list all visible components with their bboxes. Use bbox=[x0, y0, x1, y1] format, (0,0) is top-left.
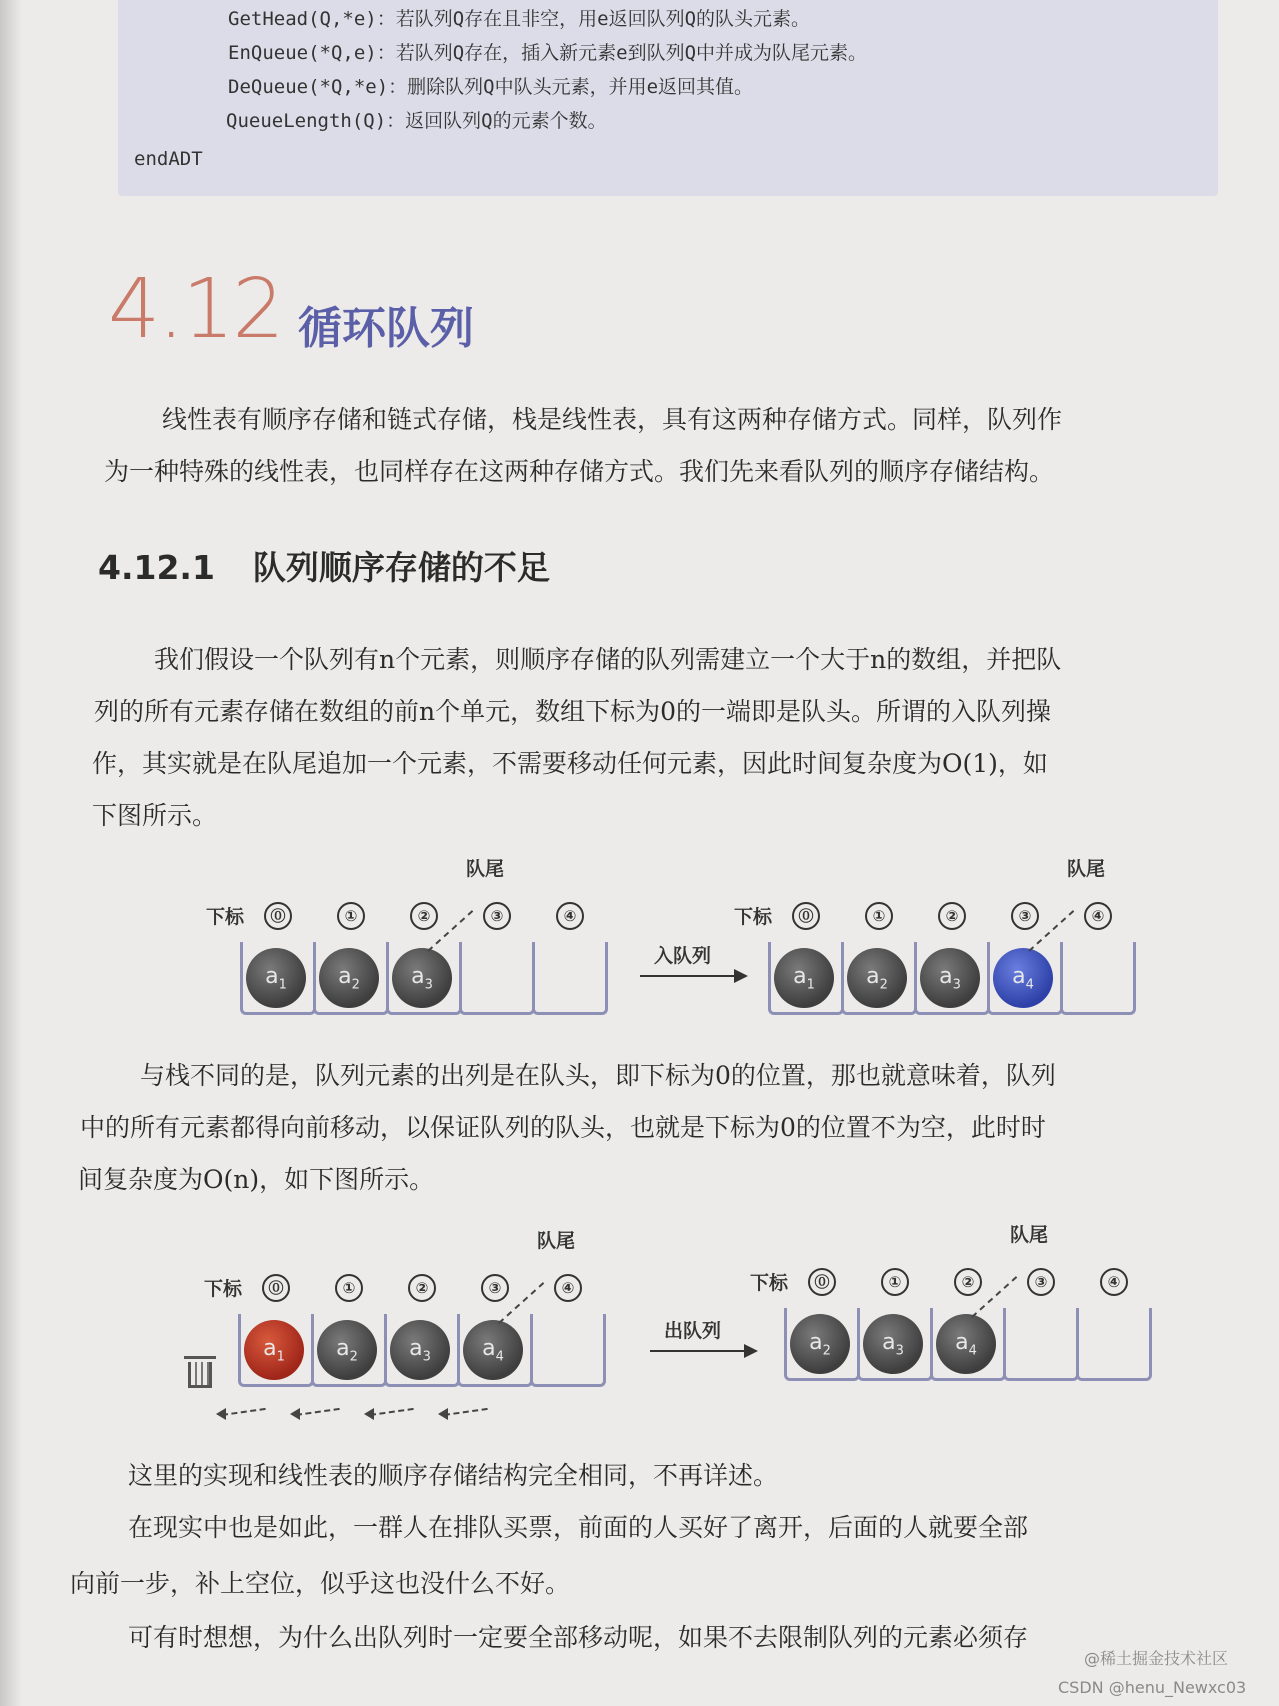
enqueue-before-tail-label: 队尾 bbox=[466, 858, 505, 880]
dequeue-arrow-label: 出队列 bbox=[664, 1320, 722, 1342]
dequeue-after-index-0: ⓪ bbox=[808, 1268, 836, 1296]
enqueue-after-element-a2: $a_2$ bbox=[847, 948, 907, 1008]
para3-line-4: 可有时想想，为什么出队列时一定要全部移动呢，如果不去限制队列的元素必须存 bbox=[128, 1623, 1029, 1652]
enqueue-after-index-0: ⓪ bbox=[792, 902, 820, 930]
para1-line-4: 下图所示。 bbox=[92, 801, 218, 830]
enqueue-after-tail-label: 队尾 bbox=[1067, 858, 1106, 880]
code-line-dequeue: DeQueue(*Q,*e)：删除队列Q中队头元素，并用e返回其值。 bbox=[228, 76, 754, 98]
enqueue-after-index-3: ③ bbox=[1011, 902, 1039, 930]
watermark-csdn: CSDN @henu_Newxc03 bbox=[1058, 1678, 1247, 1697]
enqueue-after-subscript-label: 下标 bbox=[734, 906, 773, 928]
dequeue-before-subscript-label: 下标 bbox=[204, 1278, 243, 1300]
dequeue-after-index-3: ③ bbox=[1027, 1268, 1055, 1296]
code-line-endadt: endADT bbox=[134, 148, 203, 170]
shift-arrow-0 bbox=[222, 1408, 266, 1416]
para1-line-3: 作，其实就是在队尾追加一个元素，不需要移动任何元素，因此时间复杂度为O(1)，如 bbox=[92, 749, 1048, 778]
code-line-gethead: GetHead(Q,*e)：若队列Q存在且非空，用e返回队列Q的队头元素。 bbox=[228, 8, 811, 30]
subsection-heading bbox=[98, 542, 550, 589]
enqueue-after-index-1: ① bbox=[865, 902, 893, 930]
dequeue-after-slot-3 bbox=[1003, 1308, 1079, 1381]
subsection-title: 队列顺序存储的不足 bbox=[252, 548, 550, 587]
enqueue-before-index-1: ① bbox=[337, 902, 365, 930]
dequeue-after-element-a3: $a_3$ bbox=[863, 1314, 923, 1374]
dequeue-after-subscript-label: 下标 bbox=[750, 1272, 789, 1294]
dequeue-after-slot-4 bbox=[1076, 1308, 1152, 1381]
section-number: 4.12 bbox=[108, 262, 283, 357]
enqueue-after-element-a3: $a_3$ bbox=[920, 948, 980, 1008]
para2-line-3: 间复杂度为O(n)，如下图所示。 bbox=[78, 1165, 435, 1194]
trash-icon bbox=[188, 1362, 212, 1388]
dequeue-before-index-0: ⓪ bbox=[262, 1274, 290, 1302]
enqueue-arrow-shaft bbox=[640, 975, 736, 977]
dequeue-before-index-4: ④ bbox=[554, 1274, 582, 1302]
shift-arrowhead-2 bbox=[364, 1408, 374, 1420]
subsection-number: 4.12.1 bbox=[98, 548, 215, 587]
dequeue-before-slot-4 bbox=[530, 1314, 606, 1387]
enqueue-after-slot-4 bbox=[1060, 942, 1136, 1015]
dequeue-before-element-a3: $a_3$ bbox=[390, 1320, 450, 1380]
enqueue-before-slot-3 bbox=[459, 942, 535, 1015]
para3-line-2: 在现实中也是如此，一群人在排队买票，前面的人买好了离开，后面的人就要全部 bbox=[128, 1513, 1029, 1542]
para1-line-2: 列的所有元素存储在数组的前n个单元，数组下标为0的一端即是队头。所谓的入队列操 bbox=[94, 697, 1052, 726]
watermark-juejin: @稀土掘金技术社区 bbox=[1084, 1649, 1229, 1668]
enqueue-before-index-4: ④ bbox=[556, 902, 584, 930]
enqueue-before-subscript-label: 下标 bbox=[206, 906, 245, 928]
dequeue-after-tail-label: 队尾 bbox=[1010, 1224, 1049, 1246]
shift-arrowhead-0 bbox=[216, 1408, 226, 1420]
enqueue-arrow-head bbox=[734, 969, 748, 983]
shift-arrowhead-3 bbox=[438, 1408, 448, 1420]
trash-lid-icon bbox=[184, 1356, 216, 1359]
code-line-queuelength: QueueLength(Q)：返回队列Q的元素个数。 bbox=[226, 110, 607, 132]
page-edge-shadow bbox=[0, 0, 22, 1706]
dequeue-before-index-1: ① bbox=[335, 1274, 363, 1302]
dequeue-after-element-a2: $a_2$ bbox=[790, 1314, 850, 1374]
enqueue-after-element-a4: $a_4$ bbox=[993, 948, 1053, 1008]
enqueue-before-index-2: ② bbox=[410, 902, 438, 930]
code-line-enqueue: EnQueue(*Q,e)：若队列Q存在，插入新元素e到队列Q中并成为队尾元素。 bbox=[228, 42, 868, 64]
shift-arrow-3 bbox=[444, 1408, 488, 1416]
dequeue-after-index-2: ② bbox=[954, 1268, 982, 1296]
shift-arrow-2 bbox=[370, 1408, 414, 1416]
enqueue-before-slot-4 bbox=[532, 942, 608, 1015]
para3-line-3: 向前一步，补上空位，似乎这也没什么不好。 bbox=[70, 1569, 571, 1598]
para1-line-1: 我们假设一个队列有n个元素，则顺序存储的队列需建立一个大于n的数组，并把队 bbox=[154, 645, 1062, 674]
dequeue-before-tail-label: 队尾 bbox=[537, 1230, 576, 1252]
dequeue-after-element-a4: $a_4$ bbox=[936, 1314, 996, 1374]
enqueue-arrow-label: 入队列 bbox=[654, 945, 712, 967]
enqueue-after-element-a1: $a_1$ bbox=[774, 948, 834, 1008]
shift-arrowhead-1 bbox=[290, 1408, 300, 1420]
dequeue-before-index-2: ② bbox=[408, 1274, 436, 1302]
shift-arrow-1 bbox=[296, 1408, 340, 1416]
enqueue-after-index-2: ② bbox=[938, 902, 966, 930]
dequeue-arrow-head bbox=[744, 1344, 758, 1358]
section-title: 循环队列 bbox=[298, 303, 474, 354]
enqueue-before-index-3: ③ bbox=[483, 902, 511, 930]
enqueue-before-element-a3: $a_3$ bbox=[392, 948, 452, 1008]
enqueue-before-index-0: ⓪ bbox=[264, 902, 292, 930]
dequeue-before-element-a1: $a_1$ bbox=[244, 1320, 304, 1380]
intro-line-2: 为一种特殊的线性表，也同样存在这两种存储方式。我们先来看队列的顺序存储结构。 bbox=[104, 457, 1055, 486]
dequeue-after-index-4: ④ bbox=[1100, 1268, 1128, 1296]
enqueue-before-element-a1: $a_1$ bbox=[246, 948, 306, 1008]
dequeue-arrow-shaft bbox=[650, 1350, 746, 1352]
dequeue-after-index-1: ① bbox=[881, 1268, 909, 1296]
enqueue-before-element-a2: $a_2$ bbox=[319, 948, 379, 1008]
dequeue-before-element-a4: $a_4$ bbox=[463, 1320, 523, 1380]
para2-line-1: 与栈不同的是，队列元素的出列是在队头，即下标为0的位置，那也就意味着，队列 bbox=[140, 1061, 1056, 1090]
para3-line-1: 这里的实现和线性表的顺序存储结构完全相同，不再详述。 bbox=[128, 1461, 779, 1490]
intro-line-1: 线性表有顺序存储和链式存储，栈是线性表，具有这两种存储方式。同样，队列作 bbox=[162, 405, 1063, 434]
dequeue-before-index-3: ③ bbox=[481, 1274, 509, 1302]
enqueue-after-index-4: ④ bbox=[1084, 902, 1112, 930]
para2-line-2: 中的所有元素都得向前移动，以保证队列的队头，也就是下标为0的位置不为空，此时时 bbox=[80, 1113, 1046, 1142]
dequeue-before-element-a2: $a_2$ bbox=[317, 1320, 377, 1380]
